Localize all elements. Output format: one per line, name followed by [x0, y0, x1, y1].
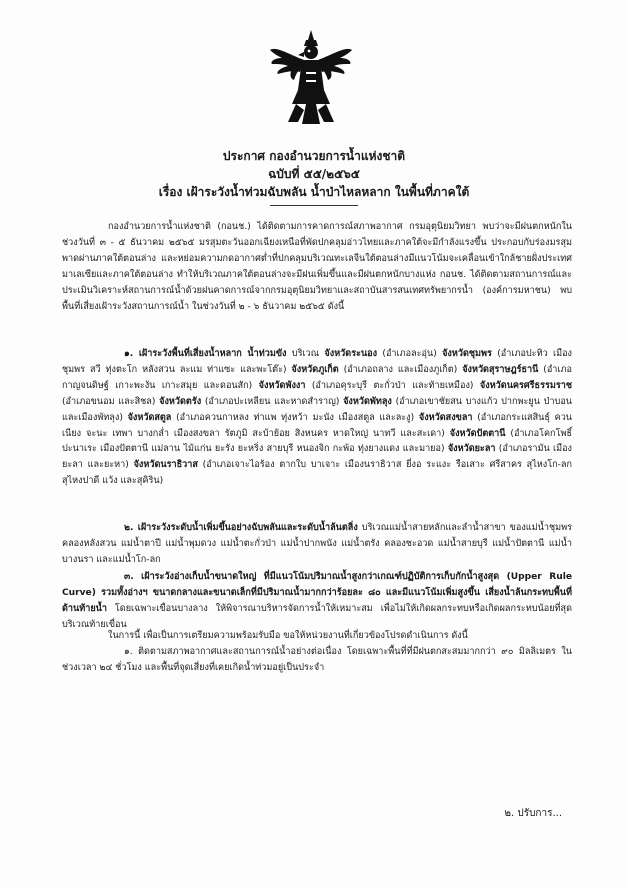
province-name: จังหวัดปัตตานี — [449, 428, 506, 439]
header-divider — [270, 205, 358, 206]
intro-paragraph — [62, 220, 572, 315]
continuation-note: ๒. ปรับการ... — [504, 808, 562, 819]
announcement-number: ฉบับที่ ๕๕/๒๕๖๕ — [268, 167, 360, 181]
district-list: (อำเภอละอุ่น) — [377, 349, 443, 359]
district-list: (อำเภอปะทิว เมืองชุมพร สวี ทุ่งตะโก หลังสวน ละแม ท่าแซะ และพะโต๊ะ) — [62, 349, 572, 375]
province-name: จังหวัดยะลา — [447, 444, 496, 455]
item-1-label: ๑. เฝ้าระวังพื้นที่เสี่ยงน้ำหลาก น้ำท่วมขัง — [124, 349, 287, 359]
action-1-paragraph — [62, 645, 572, 677]
district-list: (อำเภอกาญจนดิษฐ์ เกาะพะงัน เกาะสมุย และดอนสัก) — [62, 364, 572, 391]
province-name: จังหวัดสงขลา — [418, 412, 473, 423]
announcement-subject: เรื่อง เฝ้าระวังน้ำท่วมฉับพลัน น้ำป่าไหลหลาก ในพื้นที่ภาคใต้ — [158, 185, 470, 199]
item-2-label: ๒. เฝ้าระวังระดับน้ำเพิ่มขึ้นอย่างฉับพลันและระดับน้ำล้นตลิ่ง — [124, 523, 358, 533]
district-list: (อำเภอเจาะไอร้อง ตากใบ บาเจาะ เมืองนราธิวาส ยี่งอ ระแงะ รือเสาะ ศรีสาคร สุไหงโก-ลก สุไหงปาดี แว้ง และสุคิริน) — [62, 460, 572, 487]
province-name: จังหวัดนครศรีธรรมราช — [479, 380, 573, 391]
province-name: จังหวัดนราธิวาส — [133, 460, 198, 471]
item-3-text — [62, 570, 572, 634]
province-name: จังหวัดพังงา — [258, 380, 306, 391]
announcement-issuer: ประกาศ กองอำนวยการน้ำแห่งชาติ — [222, 149, 406, 163]
district-list: (อำเภอขนอม และสิชล) — [62, 396, 160, 407]
item-3-detail: โดยเฉพาะเขื่อนบางลาง ให้พิจารณาบริหารจัดการน้ำให้เหมาะสม เพื่อไม่ให้เกิดผลกระทบหรือเกิดผลกระทบน้อยที่สุดบริเวณท้ายเขื่อน — [62, 603, 572, 630]
closing-paragraph — [62, 629, 572, 645]
province-name: จังหวัดพัทลุง — [343, 396, 392, 407]
province-name: จังหวัดตรัง — [159, 396, 202, 407]
item-1-text — [62, 347, 572, 490]
province-name: จังหวัดสุราษฎร์ธานี — [462, 364, 539, 375]
district-list: (อำเภอเขาชัยสน บางแก้ว ปากพะยูน ป่าบอน และเมืองพัทลุง) — [62, 396, 572, 423]
province-name: จังหวัดระนอง — [324, 349, 378, 359]
district-list: บริเวณ — [286, 349, 325, 359]
district-list: (อำเภอโคกโพธิ์ ปะนาเระ เมืองปัตตานี แม่ลาน ไม้แก่น ยะรัง ยะหริ่ง สายบุรี หนองจิก กะพ้อ ทุ่งยางแดง และมายอ) — [62, 428, 572, 455]
district-list: (อำเภอรามัน เมืองยะลา และยะหา) — [62, 444, 572, 471]
action-1-text: ๑. ติดตามสภาพอากาศและสถานการณ์น้ำอย่างต่อเนื่อง โดยเฉพาะพื้นที่ที่มีฝนตกสะสมมากกว่า ๙๐ มิลลิเมตร ในช่วงเวลา ๒๔ ชั่วโมง และพื้นที่จุดเสี่ยงที่เคยเกิดน้ำท่วมอยู่เป็นประจำ — [62, 647, 572, 673]
province-name: จังหวัดชุมพร — [442, 349, 492, 359]
district-list: (อำเภอปะเหลียน และหาดสำราญ) — [201, 396, 344, 407]
item-3-label: ๓. เฝ้าระวังอ่างเก็บน้ำขนาดใหญ่ ที่มีแนวโน้มปริมาณน้ำสูงกว่าเกณฑ์ปฏิบัติการเก็บกักน้ำสูงสุด (Upper Rule Curve) รวมทั้งอ่างฯ ขนาดกลางและขนาดเล็กที่มีปริมาณน้ำมากกว่าร้อยละ ๘๐ และมีแนวโน้มเพิ่มสูงขึ้น เสี่ยงน้ำล้นกระทบพื้นที่ด้านท้ายน้ำ — [62, 572, 572, 614]
intro-text: กองอำนวยการน้ำแห่งชาติ (กอนช.) ได้ติดตามการคาดการณ์สภาพอากาศ กรมอุตุนิยมวิทยา พบว่าจะมีฝนตกหนักในช่วงวันที่ ๓ - ๕ ธันวาคม ๒๕๖๕ มรสุมตะวันออกเฉียงเหนือที่พัดปกคลุมอ่าวไทยและภาคใต้จะมีกำลังแรงขึ้น ประกอบกับร่องมรสุมพาดผ่านภาคใต้ตอนล่าง และหย่อมความกดอากาศต่ำที่ปกคลุมบริเวณทะเลจีนใต้ตอนล่างมีแนวโน้มจะเคลื่อนเข้าใกล้ชายฝั่งประเทศมาเลเซียและภาคใต้ตอนล่าง ทำให้บริเวณภาคใต้ตอนล่างจะมีฝนเพิ่มขึ้นและมีฝนตกหนักบางแห่ง กอนช. ได้ติดตามสถานการณ์และประเมินวิเคราะห์สถานการณ์น้ำด้วยฝนคาดการณ์จากกรมอุตุนิยมวิทยาและสถาบันสารสนเทศทรัพยากรน้ำ (องค์การมหาชน) พบพื้นที่เสี่ยงเฝ้าระวังสถานการณ์น้ำ ในช่วงวันที่ ๒ - ๖ ธันวาคม ๒๕๖๕ ดังนี้ — [62, 222, 572, 312]
item-2-detail: บริเวณแม่น้ำสายหลักและลำน้ำสาขา ของแม่น้ำชุมพร คลองหลังสวน แม่น้ำตาปี แม่น้ำพุมดวง แม่น้ำตะกั่วป่า แม่น้ำปากพนัง แม่น้ำตรัง คลองชะอวด แม่น้ำสายบุรี แม่น้ำปัตตานี แม่น้ำบางนรา และแม่น้ำโก-ลก — [62, 523, 572, 565]
item-1-paragraph — [62, 347, 572, 490]
item-2-paragraph — [62, 521, 572, 569]
district-list: (อำเภอถลาง และเมืองภูเก็ต) — [338, 364, 463, 375]
province-name: จังหวัดภูเก็ต — [291, 364, 339, 375]
district-list: (อำเภอกระแสสินธุ์ ควนเนียง จะนะ เทพา บางกล่ำ เมืองสงขลา รัตภูมิ สะบ้าย้อย สิงหนคร หาดใหญ่ นาทวี และสะเดา) — [62, 412, 573, 439]
district-list: (อำเภอควนกาหลง ท่าแพ ทุ่งหว้า มะนัง เมืองสตูล และละงู) — [171, 412, 419, 423]
item-1-locations — [62, 349, 572, 486]
garuda-emblem-icon — [268, 28, 354, 128]
closing-text: ในการนี้ เพื่อเป็นการเตรียมความพร้อมรับมือ ขอให้หน่วยงานที่เกี่ยวข้องโปรดดำเนินการ ดังนี้ — [108, 631, 468, 641]
item-2-text — [62, 521, 572, 569]
district-list: (อำเภอคุระบุรี ตะกั่วป่า และท้ายเหมือง) — [305, 380, 480, 391]
item-3-paragraph — [62, 570, 572, 634]
province-name: จังหวัดสตูล — [127, 412, 172, 423]
